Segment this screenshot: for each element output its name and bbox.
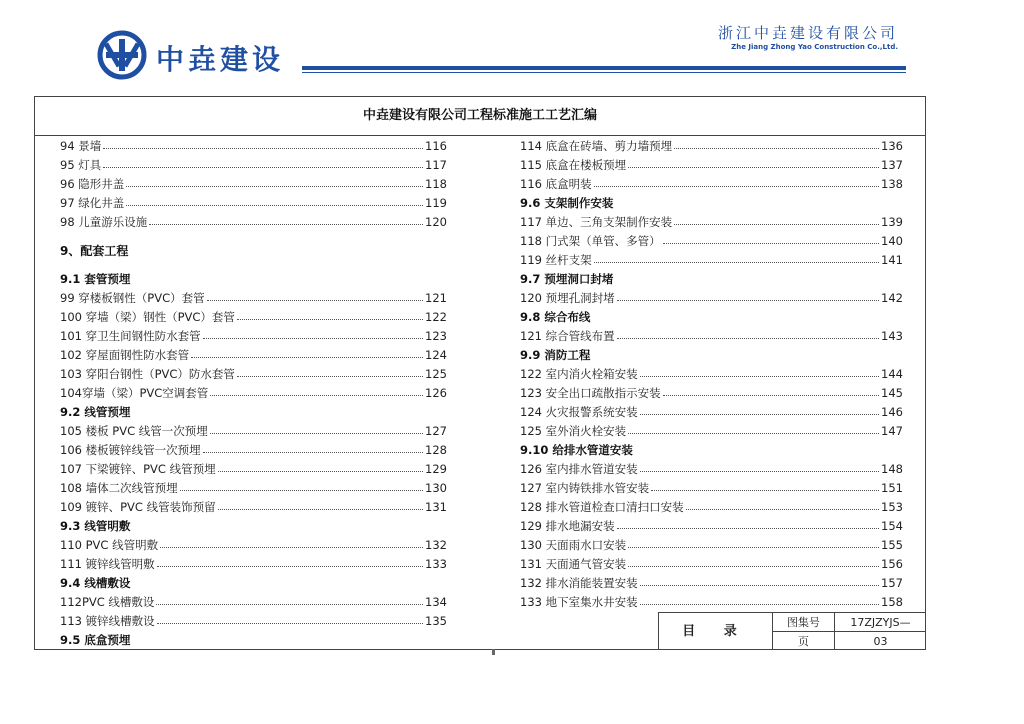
toc-entry[interactable] — [520, 327, 903, 346]
toc-leader-dots — [594, 262, 879, 263]
document-title: 中垚建设有限公司工程标准施工工艺汇编 — [35, 97, 925, 136]
toc-leader-dots — [674, 148, 879, 149]
toc-entry-page: 131 — [425, 500, 447, 514]
toc-entry-title: 100 穿墙（梁）钢性（PVC）套管 — [60, 310, 235, 324]
toc-entry-title: 113 镀锌线槽敷设 — [60, 614, 155, 628]
toc-entry-title: 125 室外消火栓安装 — [520, 424, 627, 438]
page-number: 03 — [834, 631, 926, 650]
toc-entry-title: 112PVC 线槽敷设 — [60, 595, 155, 609]
toc-entry-page: 134 — [425, 595, 447, 609]
toc-section-heading: 9.7 预埋洞口封堵 — [520, 272, 614, 286]
toc-entry-title: 123 安全出口疏散指示安装 — [520, 386, 661, 400]
toc-entry-page: 129 — [425, 462, 447, 476]
toc-leader-dots — [126, 205, 423, 206]
toc-entry-title: 128 排水管道检查口清扫口安装 — [520, 500, 684, 514]
toc-section-heading: 9.6 支架制作安装 — [520, 196, 614, 210]
toc-entry-title: 103 穿阳台钢性（PVC）防水套管 — [60, 367, 235, 381]
toc-leader-dots — [640, 376, 879, 377]
toc-leader-dots — [237, 319, 423, 320]
toc-entry[interactable] — [60, 137, 447, 156]
toc-leader-dots — [640, 414, 879, 415]
toc-leader-dots — [103, 167, 423, 168]
toc-entry-title: 115 底盒在楼板预埋 — [520, 158, 627, 172]
toc-entry-page: 132 — [425, 538, 447, 552]
toc-entry-page: 156 — [881, 557, 903, 571]
atlas-number-value: 17ZJZYJS— — [834, 612, 926, 631]
toc-entry[interactable] — [60, 156, 447, 175]
toc-entry-page: 120 — [425, 215, 447, 229]
toc-entry[interactable] — [60, 612, 447, 631]
toc-entry[interactable] — [60, 327, 447, 346]
company-name-en: Zhe Jiang Zhong Yao Construction Co.,Ltd. — [731, 43, 898, 51]
toc-entry-page: 146 — [881, 405, 903, 419]
toc-entry-page: 139 — [881, 215, 903, 229]
toc-entry-page: 151 — [881, 481, 903, 495]
toc-entry-title: 116 底盒明装 — [520, 177, 592, 191]
toc-right-column — [520, 137, 903, 612]
toc-entry-title: 107 下梁镀锌、PVC 线管预埋 — [60, 462, 216, 476]
toc-leader-dots — [640, 585, 879, 586]
toc-section-heading: 9.2 线管预埋 — [60, 405, 131, 419]
toc-entry-page: 154 — [881, 519, 903, 533]
toc-entry-title: 114 底盒在砖墙、剪力墙预埋 — [520, 139, 673, 153]
toc-entry[interactable] — [60, 479, 447, 498]
toc-entry-page: 157 — [881, 576, 903, 590]
toc-entry-title: 129 排水地漏安装 — [520, 519, 615, 533]
toc-leader-dots — [126, 186, 423, 187]
title-block-name: 目 录 — [658, 612, 772, 650]
toc-entry-title: 124 火灾报警系统安装 — [520, 405, 638, 419]
toc-leader-dots — [210, 395, 423, 396]
toc-section-heading: 9.3 线管明敷 — [60, 519, 131, 533]
toc-section-heading: 9.1 套管预埋 — [60, 272, 131, 286]
toc-entry-page: 124 — [425, 348, 447, 362]
toc-entry[interactable] — [520, 137, 903, 156]
toc-entry-title: 104穿墙（梁）PVC空调套管 — [60, 386, 209, 400]
toc-entry[interactable] — [520, 384, 903, 403]
brand-name: 中垚建设 — [156, 43, 285, 76]
toc-entry-title: 119 丝杆支架 — [520, 253, 592, 267]
toc-entry-title: 94 景墙 — [60, 139, 102, 153]
toc-entry-title: 118 门式架（单管、多管） — [520, 234, 661, 248]
toc-entry-page: 144 — [881, 367, 903, 381]
toc-leader-dots — [156, 604, 423, 605]
toc-leader-dots — [663, 395, 879, 396]
toc-entry-title: 109 镀锌、PVC 线管装饰预留 — [60, 500, 216, 514]
toc-entry-page: 136 — [881, 139, 903, 153]
toc-entry-title: 96 隐形井盖 — [60, 177, 125, 191]
toc-entry-title: 99 穿楼板钢性（PVC）套管 — [60, 291, 205, 305]
toc-leader-dots — [640, 604, 879, 605]
header-rule-thin — [302, 72, 906, 73]
toc-entry[interactable] — [520, 251, 903, 270]
page-label: 页 — [772, 631, 834, 650]
title-block — [658, 612, 926, 650]
toc-entry-page: 140 — [881, 234, 903, 248]
toc-section-heading: 9.9 消防工程 — [520, 348, 591, 362]
toc-entry-page: 121 — [425, 291, 447, 305]
toc-leader-dots — [103, 148, 423, 149]
toc-entry[interactable] — [60, 498, 447, 517]
toc-leader-dots — [237, 376, 423, 377]
toc-entry[interactable] — [60, 441, 447, 460]
toc-entry[interactable] — [60, 194, 447, 213]
toc-leader-dots — [191, 357, 423, 358]
toc-entry[interactable] — [60, 308, 447, 327]
toc-entry-page: 118 — [425, 177, 447, 191]
toc-leader-dots — [203, 338, 423, 339]
toc-entry-title: 95 灯具 — [60, 158, 102, 172]
toc-entry[interactable] — [520, 156, 903, 175]
toc-entry[interactable] — [60, 175, 447, 194]
toc-entry-title: 97 绿化井盖 — [60, 196, 125, 210]
toc-entry-page: 128 — [425, 443, 447, 457]
toc-entry-page: 142 — [881, 291, 903, 305]
toc-entry-page: 137 — [881, 158, 903, 172]
toc-entry-title: 131 天面通气管安装 — [520, 557, 627, 571]
toc-entry[interactable] — [60, 346, 447, 365]
company-name-cn: 浙江中垚建设有限公司 — [717, 24, 898, 42]
toc-entry-title: 121 综合管线布置 — [520, 329, 615, 343]
toc-entry-title: 126 室内排水管道安装 — [520, 462, 638, 476]
toc-leader-dots — [203, 452, 423, 453]
toc-entry[interactable] — [520, 479, 903, 498]
toc-entry-title: 111 镀锌线管明敷 — [60, 557, 155, 571]
toc-entry[interactable] — [60, 422, 447, 441]
toc-entry-page: 117 — [425, 158, 447, 172]
toc-entry[interactable] — [60, 593, 447, 612]
toc-entry-title: 101 穿卫生间钢性防水套管 — [60, 329, 201, 343]
toc-leader-dots — [218, 471, 423, 472]
toc-entry[interactable] — [520, 574, 903, 593]
toc-entry-page: 126 — [425, 386, 447, 400]
toc-leader-dots — [218, 509, 423, 510]
toc-leader-dots — [628, 433, 879, 434]
toc-leader-dots — [617, 528, 879, 529]
toc-entry[interactable] — [520, 555, 903, 574]
company-logo — [97, 30, 147, 80]
toc-leader-dots — [628, 547, 879, 548]
toc-entry-page: 127 — [425, 424, 447, 438]
toc-entry-page: 123 — [425, 329, 447, 343]
toc-entry[interactable] — [520, 232, 903, 251]
toc-entry-title: 133 地下室集水井安装 — [520, 595, 638, 609]
toc-entry[interactable] — [520, 593, 903, 612]
toc-leader-dots — [160, 547, 423, 548]
toc-entry-page: 148 — [881, 462, 903, 476]
toc-entry-title: 106 楼板镀锌线管一次预埋 — [60, 443, 201, 457]
toc-leader-dots — [207, 300, 423, 301]
toc-entry[interactable] — [520, 517, 903, 536]
toc-section-heading: 9.5 底盒预埋 — [60, 633, 131, 647]
toc-leader-dots — [617, 300, 879, 301]
header-rule — [302, 66, 906, 70]
toc-entry-page: 153 — [881, 500, 903, 514]
toc-entry-page: 145 — [881, 386, 903, 400]
toc-entry-title: 122 室内消火栓箱安装 — [520, 367, 638, 381]
toc-entry-title: 110 PVC 线管明敷 — [60, 538, 159, 552]
toc-entry[interactable] — [520, 422, 903, 441]
toc-entry[interactable] — [60, 289, 447, 308]
toc-leader-dots — [628, 566, 879, 567]
toc-entry[interactable] — [60, 536, 447, 555]
toc-leader-dots — [628, 167, 879, 168]
toc-entry[interactable] — [520, 498, 903, 517]
toc-entry-title: 102 穿屋面钢性防水套管 — [60, 348, 190, 362]
toc-entry[interactable] — [60, 365, 447, 384]
toc-entry-page: 143 — [881, 329, 903, 343]
toc-entry[interactable] — [520, 175, 903, 194]
toc-entry-title: 108 墙体二次线管预埋 — [60, 481, 178, 495]
toc-leader-dots — [617, 338, 879, 339]
toc-entry-page: 122 — [425, 310, 447, 324]
toc-chapter-heading: 9、配套工程 — [60, 244, 129, 258]
toc-entry-title: 105 楼板 PVC 线管一次预埋 — [60, 424, 208, 438]
toc-entry-title: 98 儿童游乐设施 — [60, 215, 148, 229]
toc-entry-title: 120 预埋孔洞封堵 — [520, 291, 615, 305]
toc-section-heading: 9.4 线槽敷设 — [60, 576, 131, 590]
toc-entry[interactable] — [520, 536, 903, 555]
toc-leader-dots — [180, 490, 423, 491]
toc-entry[interactable] — [60, 384, 447, 403]
toc-entry-title: 117 单边、三角支架制作安装 — [520, 215, 673, 229]
toc-leader-dots — [674, 224, 879, 225]
toc-entry[interactable] — [520, 289, 903, 308]
toc-entry-page: 130 — [425, 481, 447, 495]
atlas-number-label: 图集号 — [772, 612, 834, 631]
toc-entry-page: 135 — [425, 614, 447, 628]
toc-entry-page: 155 — [881, 538, 903, 552]
toc-leader-dots — [594, 186, 879, 187]
toc-entry-page: 125 — [425, 367, 447, 381]
toc-entry-title: 130 天面雨水口安装 — [520, 538, 627, 552]
toc-leader-dots — [686, 509, 879, 510]
toc-section-heading: 9.10 给排水管道安装 — [520, 443, 633, 457]
toc-leader-dots — [640, 471, 879, 472]
toc-entry-title: 127 室内铸铁排水管安装 — [520, 481, 650, 495]
toc-leader-dots — [157, 623, 423, 624]
toc-leader-dots — [157, 566, 423, 567]
toc-entry-page: 141 — [881, 253, 903, 267]
toc-entry-page: 133 — [425, 557, 447, 571]
toc-entry[interactable] — [520, 365, 903, 384]
toc-entry[interactable] — [520, 403, 903, 422]
toc-left-column — [60, 137, 447, 650]
toc-entry[interactable] — [520, 460, 903, 479]
toc-entry-page: 147 — [881, 424, 903, 438]
toc-entry[interactable] — [60, 555, 447, 574]
toc-entry-page: 158 — [881, 595, 903, 609]
toc-entry-page: 119 — [425, 196, 447, 210]
toc-entry[interactable] — [60, 213, 447, 232]
toc-entry[interactable] — [520, 213, 903, 232]
toc-entry-page: 138 — [881, 177, 903, 191]
toc-leader-dots — [663, 243, 879, 244]
toc-leader-dots — [210, 433, 423, 434]
toc-section-heading: 9.8 综合布线 — [520, 310, 591, 324]
toc-leader-dots — [149, 224, 423, 225]
toc-entry-page: 116 — [425, 139, 447, 153]
toc-entry-title: 132 排水消能装置安装 — [520, 576, 638, 590]
spine-mark — [492, 649, 495, 655]
toc-entry[interactable] — [60, 460, 447, 479]
toc-leader-dots — [651, 490, 879, 491]
